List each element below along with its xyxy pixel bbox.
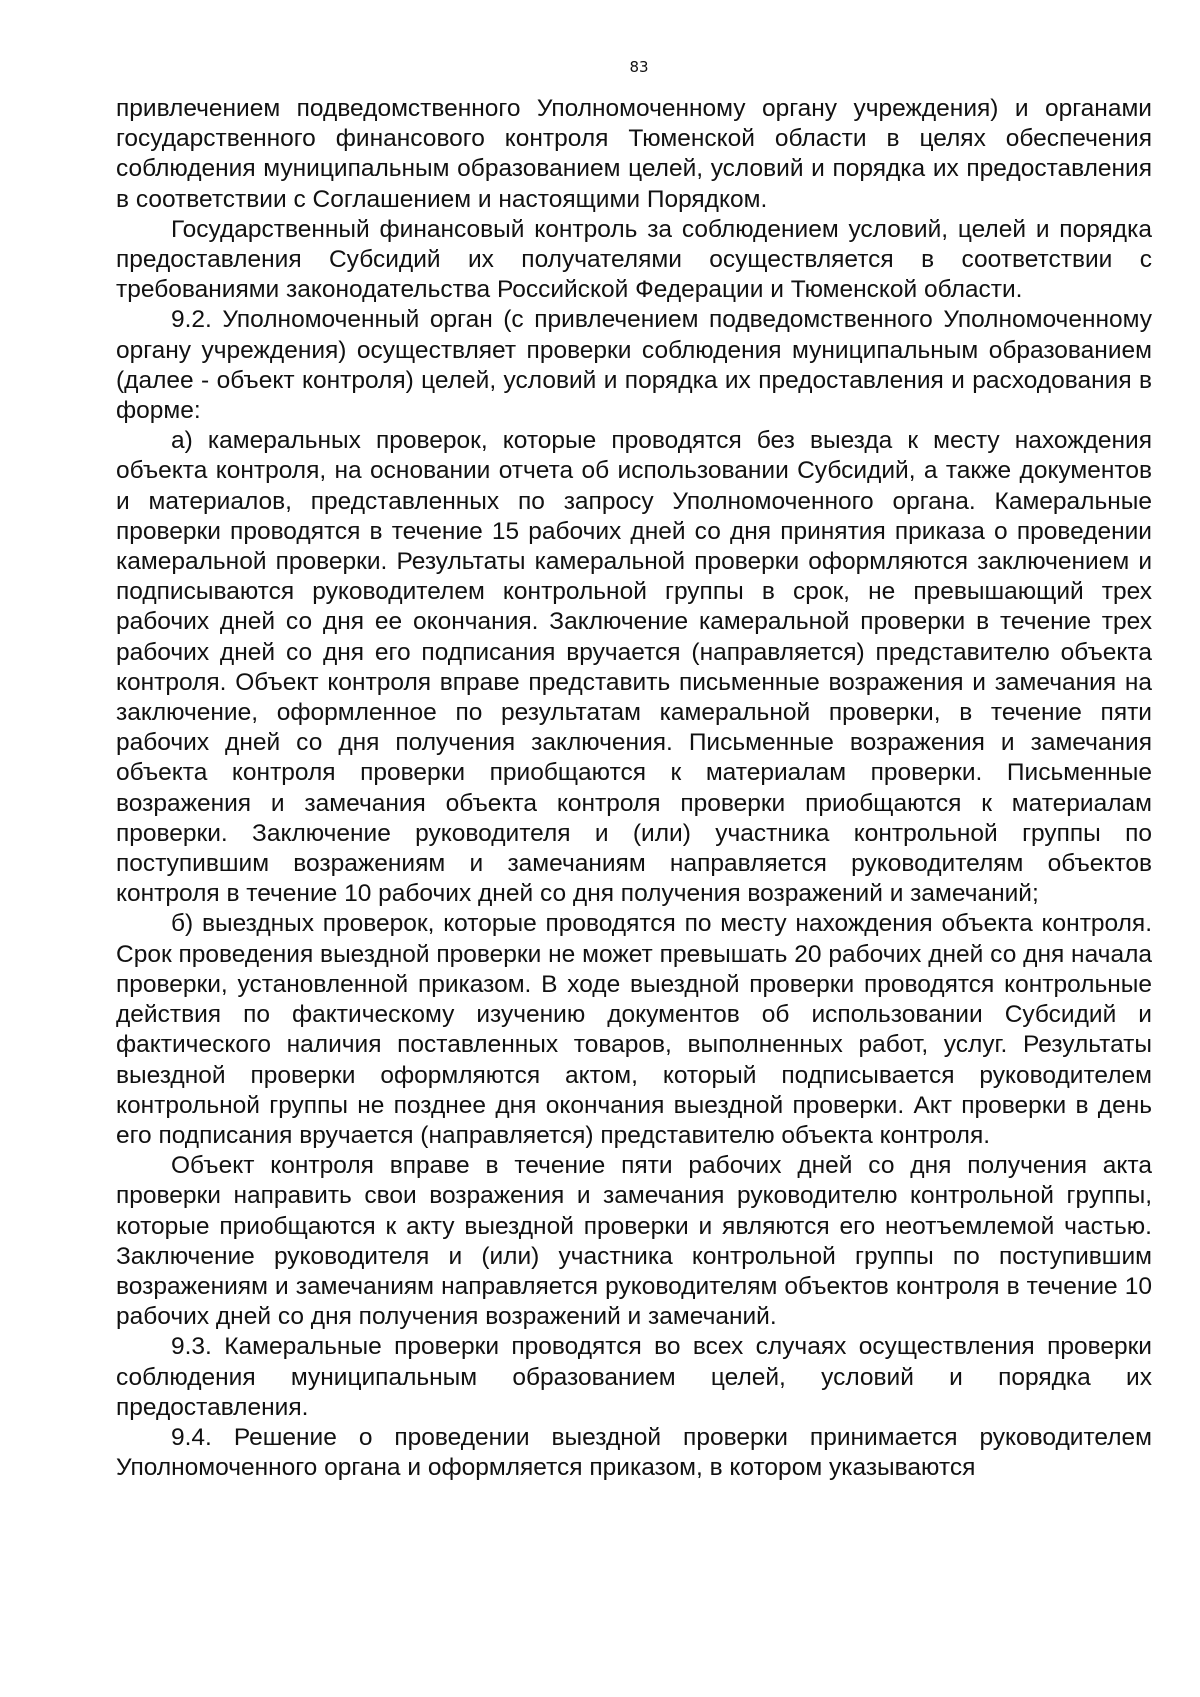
paragraph-9-2-b-field-audits: б) выездных проверок, которые проводятся по месту нахождения объекта контроля. Срок проведения выездной проверки не может превышать 20 рабочих дней со дня начала проверки, установленной приказом. В ходе выездной проверки проводятся контрольные действия по фактическому изучению документов об использовании Субсидий и фактического наличия поставленных товаров, выполненных работ, услуг. Результаты выездной проверки оформляются актом, который подписывается руководителем контрольной группы не позднее дня окончания выездной проверки. Акт проверки в день его подписания вручается (направляется) представителю объекта контроля. — [116, 910, 1152, 1149]
paragraph-9-2-a-desk-audits: а) камеральных проверок, которые проводятся без выезда к месту нахождения объекта контроля, на основании отчета об использовании Субсидий, а также документов и материалов, представленных по запросу Уполномоченного органа. Камеральные проверки проводятся в течение 15 рабочих дней со дня принятия приказа о проведении камеральной проверки. Результаты камеральной проверки оформляются заключением и подписываются руководителем контрольной группы в срок, не превышающий трех рабочих дней со дня ее окончания. Заключение камеральной проверки в течение трех рабочих дней со дня его подписания вручается (направляется) представителю объекта контроля. Объект контроля вправе представить письменные возражения и замечания на заключение, оформленное по результатам камеральной проверки, в течение пяти рабочих дней со дня получения заключения. Письменные возражения и замечания объекта контроля проверки приобщаются к материалам проверки. Письменные возражения и замечания объекта контроля проверки приобщаются к материалам проверки. Заключение руководителя и (или) участника контрольной группы по поступившим возражениям и замечаниям направляется руководителям объектов контроля в течение 10 рабочих дней со дня получения возражений и замечаний; — [116, 427, 1152, 908]
page-number: 83 — [629, 58, 649, 76]
paragraph-continuation: привлечением подведомственного Уполномоченному органу учреждения) и органами государственного финансового контроля Тюменской области в целях обеспечения соблюдения муниципальным образованием целей, условий и порядка их предоставления в соответствии с Соглашением и настоящими Порядком. — [116, 95, 1152, 213]
paragraph-state-financial-control: Государственный финансовый контроль за соблюдением условий, целей и порядка предоставления Субсидий их получателями осуществляется в соответствии с требованиями законодательства Российской Федерации и Тюменской области. — [116, 215, 1152, 304]
paragraph-objections: Объект контроля вправе в течение пяти рабочих дней со дня получения акта проверки направить свои возражения и замечания руководителю контрольной группы, которые приобщаются к акту выездной проверки и являются его неотъемлемой частью. Заключение руководителя и (или) участника контрольной группы по поступившим возражениям и замечаниям направляется руководителям объектов контроля в течение 10 рабочих дней со дня получения возражений и замечаний. — [116, 1152, 1152, 1331]
paragraph-9-3: 9.3. Камеральные проверки проводятся во всех случаях осуществления проверки соблюдения муниципальным образованием целей, условий и порядка их предоставления. — [116, 1333, 1152, 1421]
paragraph-9-4: 9.4. Решение о проведении выездной проверки принимается руководителем Уполномоченного органа и оформляется приказом, в котором указываются — [116, 1423, 1152, 1482]
document-body — [116, 94, 1152, 1483]
paragraph-9-2: 9.2. Уполномоченный орган (с привлечением подведомственного Уполномоченному органу учреждения) осуществляет проверки соблюдения муниципальным образованием (далее - объект контроля) целей, условий и порядка их предоставления и расходования в форме: — [116, 306, 1152, 425]
